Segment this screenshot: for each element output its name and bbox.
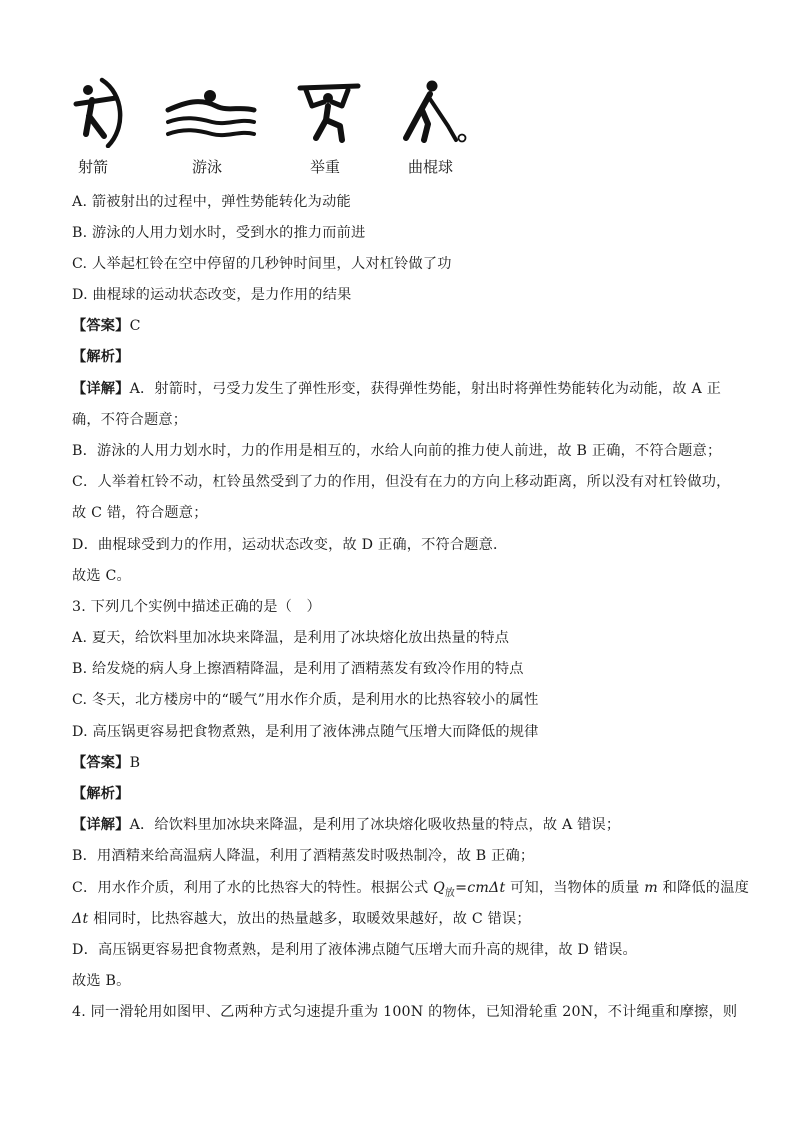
weightlifting-pictogram-icon — [296, 78, 362, 144]
answer-tag: 【答案】 — [72, 318, 130, 334]
mass-symbol: m — [644, 880, 658, 896]
q3-detail-line-3 — [72, 878, 749, 904]
q3-detail-line-4 — [72, 909, 531, 929]
q3-stem: 3. 下列几个实例中描述正确的是（ ） — [72, 599, 321, 615]
q2-detail-line-6: D．曲棍球受到力的作用，运动状态改变，故 D 正确，不符合题意． — [72, 537, 508, 553]
q4-stem: 4. 同一滑轮用如图甲、乙两种方式匀速提升重为 100N 的物体，已知滑轮重 20N，不计绳重和摩擦，则 — [72, 1004, 738, 1020]
q2-detail-line-2: 确，不符合题意； — [72, 412, 188, 428]
q2-detail-line-3: B．游泳的人用力划水时，力的作用是相互的，水给人向前的推力使人前进，故 B 正确，不符合题意； — [72, 443, 722, 459]
q3-option-a: A. 夏天，给饮料里加冰块来降温，是利用了冰块熔化放出热量的特点 — [72, 630, 510, 646]
q3-option-c: C. 冬天，北方楼房中的“暖气”用水作介质，是利用水的比热容较小的属性 — [72, 692, 539, 708]
detail-text: 相同时，比热容越大，放出的热量越多，取暖效果越好，故 C 错误； — [88, 911, 531, 927]
q2-conclusion: 故选 C。 — [72, 568, 131, 584]
delta-t-symbol: Δt — [72, 911, 89, 927]
detail-text: A．给饮料里加冰块来降温，是利用了冰块熔化吸收热量的特点，故 A 错误； — [129, 817, 621, 833]
q2-option-c: C. 人举起杠铃在空中停留的几秒钟时间里，人对杠铃做了功 — [72, 256, 452, 272]
q3-analysis-heading — [72, 784, 130, 804]
q2-option-a: A. 箭被射出的过程中，弹性势能转化为动能 — [72, 194, 351, 210]
detail-text: 和降低的温度 — [657, 880, 749, 896]
q2-analysis-heading — [72, 347, 130, 367]
q3-detail-line-5: D．高压锅更容易把食物煮熟，是利用了液体沸点随气压增大而升高的规律，故 D 错误。 — [72, 942, 637, 958]
q2-detail-line-4: C．人举着杠铃不动，杠铃虽然受到了力的作用，但没有在力的方向上移动距离，所以没有对杠铃做功， — [72, 474, 731, 490]
swimming-pictogram-icon — [164, 88, 260, 144]
formula-rest: =cmΔt — [455, 880, 506, 896]
icon-label-weightlifting: 举重 — [310, 158, 341, 176]
detail-tag: 【详解】 — [72, 817, 130, 833]
q2-detail-line-1 — [72, 379, 721, 399]
q3-detail-line-1 — [72, 815, 620, 835]
answer-value: C — [129, 318, 141, 334]
q2-option-b: B. 游泳的人用力划水时，受到水的推力而前进 — [72, 225, 366, 241]
icon-label-swimming: 游泳 — [192, 158, 223, 176]
q3-conclusion: 故选 B。 — [72, 973, 131, 989]
detail-text: A．射箭时，弓受力发生了弹性形变，获得弹性势能，射出时将弹性势能转化为动能，故 A 正 — [129, 381, 721, 397]
archery-pictogram-icon — [72, 76, 132, 148]
analysis-tag: 【解析】 — [72, 349, 130, 365]
q3-answer — [72, 753, 140, 773]
answer-tag: 【答案】 — [72, 755, 130, 771]
detail-text: 可知，当物体的质量 — [505, 880, 645, 896]
icon-label-archery: 射箭 — [78, 158, 109, 176]
formula-subscript: 放 — [444, 887, 456, 899]
formula-heat-symbol: Q — [433, 880, 445, 896]
q2-option-d: D. 曲棍球的运动状态改变，是力作用的结果 — [72, 287, 352, 303]
hockey-pictogram-icon — [398, 76, 470, 146]
q3-option-b: B. 给发烧的病人身上擦酒精降温，是利用了酒精蒸发有致冷作用的特点 — [72, 661, 524, 677]
analysis-tag: 【解析】 — [72, 786, 130, 802]
sports-pictograms — [68, 76, 488, 186]
q3-detail-line-2: B．用酒精来给高温病人降温，利用了酒精蒸发时吸热制冷，故 B 正确； — [72, 848, 535, 864]
q2-detail-line-5: 故 C 错，符合题意； — [72, 505, 208, 521]
answer-value: B — [129, 755, 141, 771]
q2-answer — [72, 316, 141, 336]
detail-text: C．用水作介质，利用了水的比热容大的特性。根据公式 — [72, 880, 434, 896]
detail-tag: 【详解】 — [72, 381, 130, 397]
icon-label-hockey: 曲棍球 — [408, 158, 454, 176]
q3-option-d: D. 高压锅更容易把食物煮熟，是利用了液体沸点随气压增大而降低的规律 — [72, 724, 539, 740]
